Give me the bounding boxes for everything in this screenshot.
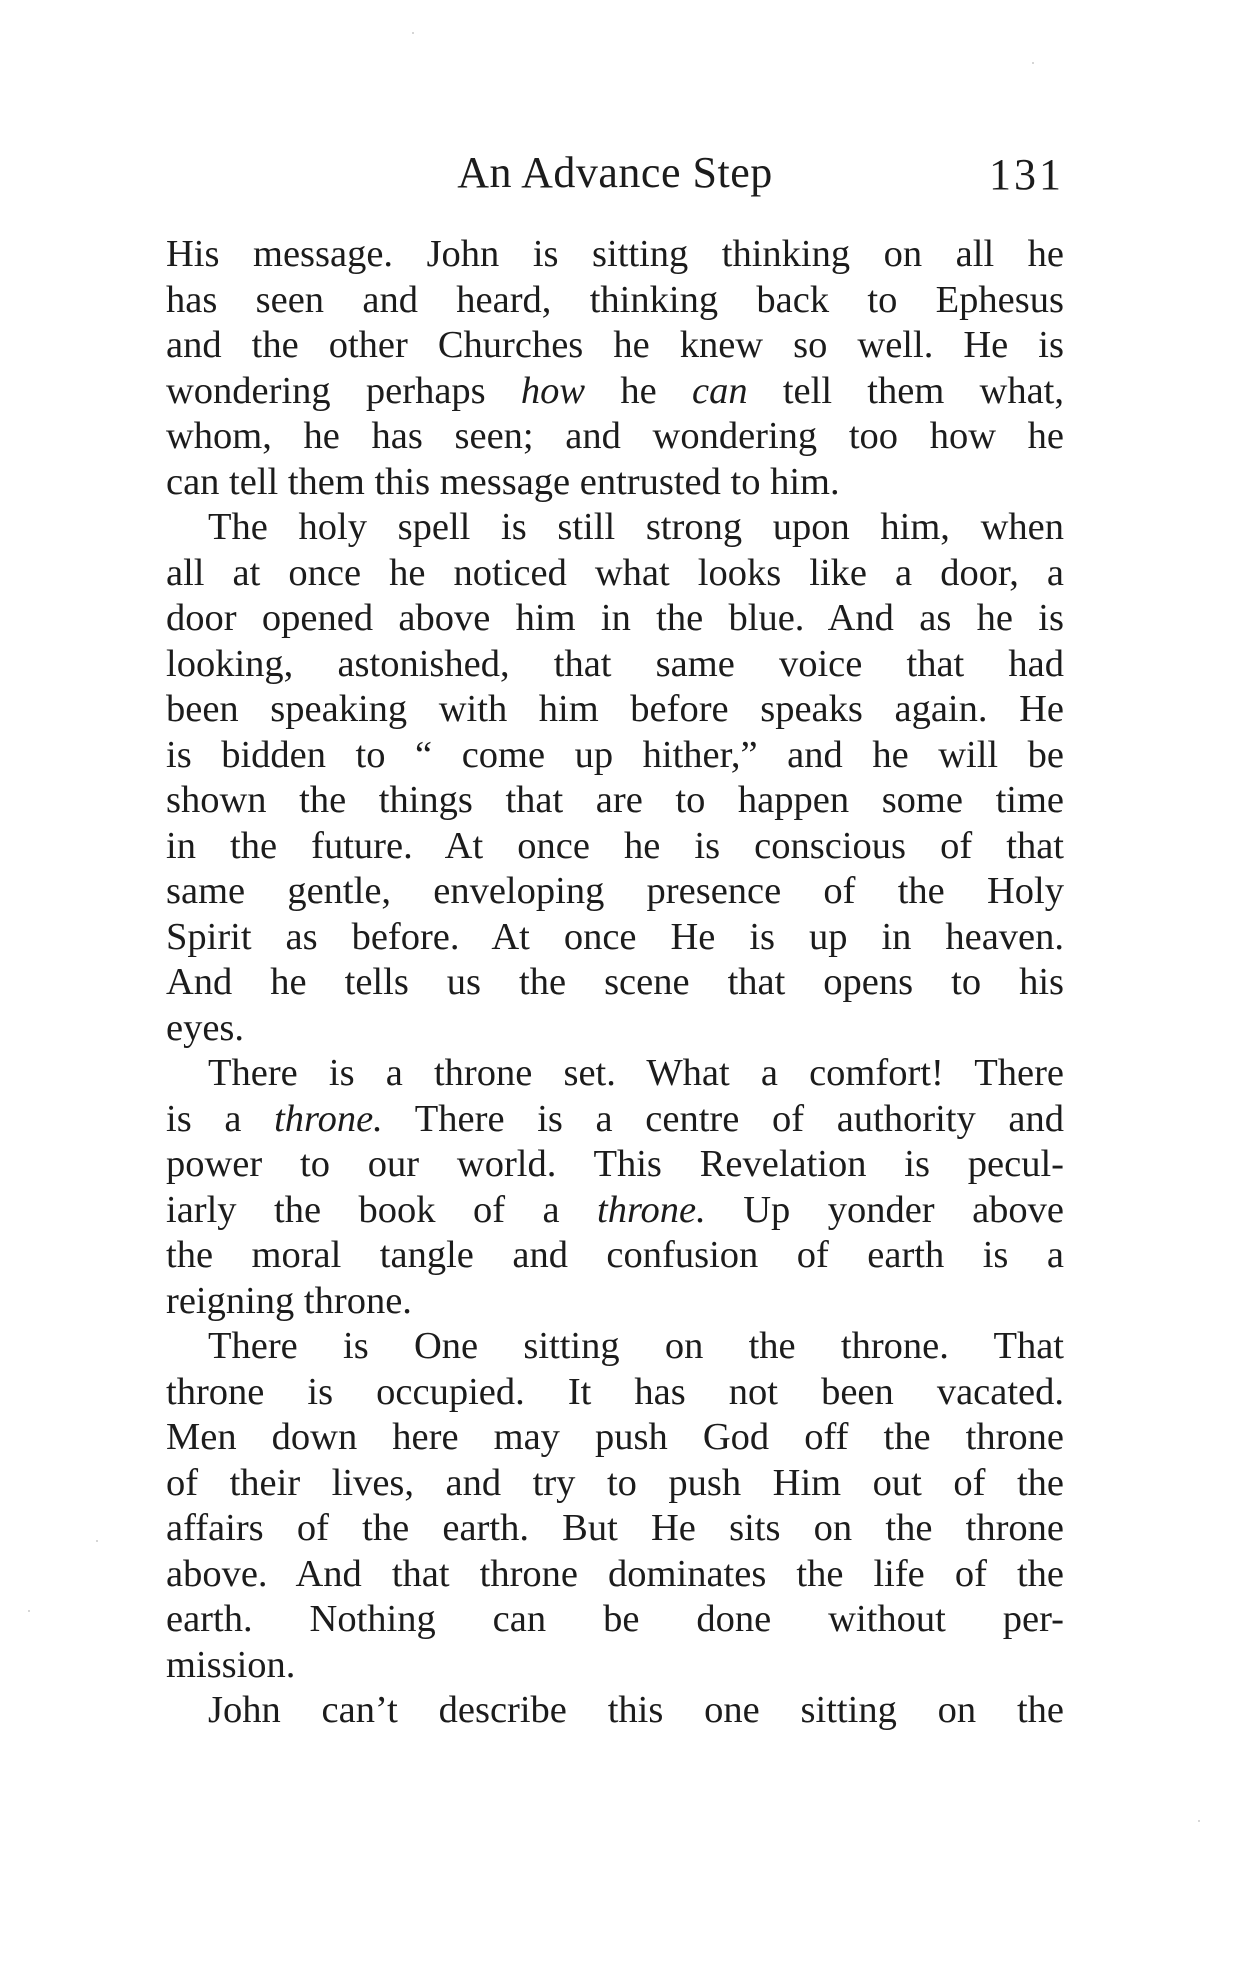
text-segment: wondering perhaps: [166, 369, 521, 412]
text-line: [166, 1597, 1064, 1643]
text-segment: the moral tangle and confusion of earth is a: [166, 1234, 1064, 1276]
text-line: [166, 596, 1064, 642]
text-segment: John can’t describe this one sitting on the: [208, 1689, 1064, 1731]
text-line: [166, 460, 1064, 506]
text-segment: he: [585, 369, 692, 412]
text-segment: mission.: [166, 1643, 296, 1686]
text-segment: looking, astonished, that same voice that had: [166, 642, 1064, 685]
text-segment: can tell them this message entrusted to him.: [166, 460, 840, 503]
text-line: [166, 278, 1064, 324]
text-line: [166, 869, 1064, 915]
text-line: [166, 1142, 1064, 1188]
text-line: [166, 687, 1064, 733]
text-line: [166, 1688, 1064, 1734]
text-line: [166, 369, 1064, 415]
italic-text: can: [691, 369, 748, 412]
text-segment: There is a throne set. What a comfort! There: [208, 1052, 1064, 1094]
text-line: [166, 1279, 1064, 1325]
text-line: [166, 1097, 1064, 1143]
text-line: [166, 1324, 1064, 1370]
text-segment: There is a centre of authority and: [382, 1097, 1064, 1140]
text-segment: Men down here may push God off the throne: [166, 1416, 1064, 1458]
text-segment: throne is occupied. It has not been vacated.: [166, 1370, 1064, 1413]
text-segment: His message. John is sitting thinking on all he: [166, 233, 1064, 275]
text-line: [166, 414, 1064, 460]
text-line: [166, 1506, 1064, 1552]
text-segment: And he tells us the scene that opens to his: [166, 961, 1064, 1003]
text-line: [166, 1051, 1064, 1097]
text-line: [166, 1643, 1064, 1689]
text-segment: eyes.: [166, 1006, 245, 1049]
text-segment: above. And that throne dominates the life of the: [166, 1552, 1064, 1595]
text-line: [166, 1461, 1064, 1507]
text-line: [166, 778, 1064, 824]
paper-speck: [1198, 1820, 1200, 1822]
text-line: [166, 1233, 1064, 1279]
text-line: [166, 323, 1064, 369]
text-segment: is bidden to “ come up hither,” and he will be: [166, 733, 1064, 776]
text-line: [166, 824, 1064, 870]
text-segment: has seen and heard, thinking back to Ephesus: [166, 278, 1064, 321]
text-segment: in the future. At once he is conscious of that: [166, 824, 1064, 867]
page-number: 131: [989, 150, 1064, 199]
text-segment: earth. Nothing can be done without per-: [166, 1598, 1064, 1640]
text-segment: of their lives, and try to push Him out of the: [166, 1461, 1064, 1504]
text-line: [166, 1188, 1064, 1234]
running-head: [166, 147, 1064, 207]
italic-text: throne.: [274, 1097, 383, 1140]
text-segment: all at once he noticed what looks like a door, a: [166, 551, 1064, 594]
text-line: [166, 915, 1064, 961]
text-line: [166, 232, 1064, 278]
paper-speck: [1032, 62, 1034, 64]
text-line: [166, 1370, 1064, 1416]
paper-speck: [96, 1540, 98, 1542]
italic-text: throne.: [597, 1188, 706, 1231]
italic-text: how: [520, 369, 586, 412]
text-segment: whom, he has seen; and wondering too how he: [166, 415, 1064, 457]
text-segment: same gentle, enveloping presence of the Holy: [166, 870, 1064, 912]
text-segment: tell them what,: [747, 369, 1064, 412]
text-segment: Up yonder above: [705, 1188, 1065, 1231]
text-segment: door opened above him in the blue. And as he is: [166, 597, 1064, 639]
running-title: An Advance Step: [457, 148, 773, 197]
text-line: [166, 733, 1064, 779]
body-text: [166, 232, 1064, 1734]
text-line: [166, 505, 1064, 551]
text-segment: Spirit as before. At once He is up in heaven.: [166, 915, 1064, 958]
text-segment: and the other Churches he knew so well. He is: [166, 324, 1064, 366]
text-segment: reigning throne.: [166, 1279, 412, 1322]
text-line: [166, 1552, 1064, 1598]
text-line: [166, 642, 1064, 688]
paper-speck: [28, 1610, 30, 1612]
text-line: [166, 960, 1064, 1006]
text-line: [166, 1006, 1064, 1052]
text-segment: power to our world. This Revelation is pecul-: [166, 1143, 1064, 1185]
text-segment: The holy spell is still strong upon him, when: [208, 506, 1064, 548]
text-segment: There is One sitting on the throne. That: [208, 1325, 1064, 1367]
text-segment: iarly the book of a: [166, 1188, 598, 1231]
text-segment: is a: [166, 1097, 275, 1140]
text-line: [166, 1415, 1064, 1461]
text-line: [166, 551, 1064, 597]
text-segment: affairs of the earth. But He sits on the throne: [166, 1507, 1064, 1549]
text-segment: shown the things that are to happen some time: [166, 779, 1064, 821]
paper-speck: [412, 32, 414, 34]
text-segment: been speaking with him before speaks again. He: [166, 688, 1064, 730]
